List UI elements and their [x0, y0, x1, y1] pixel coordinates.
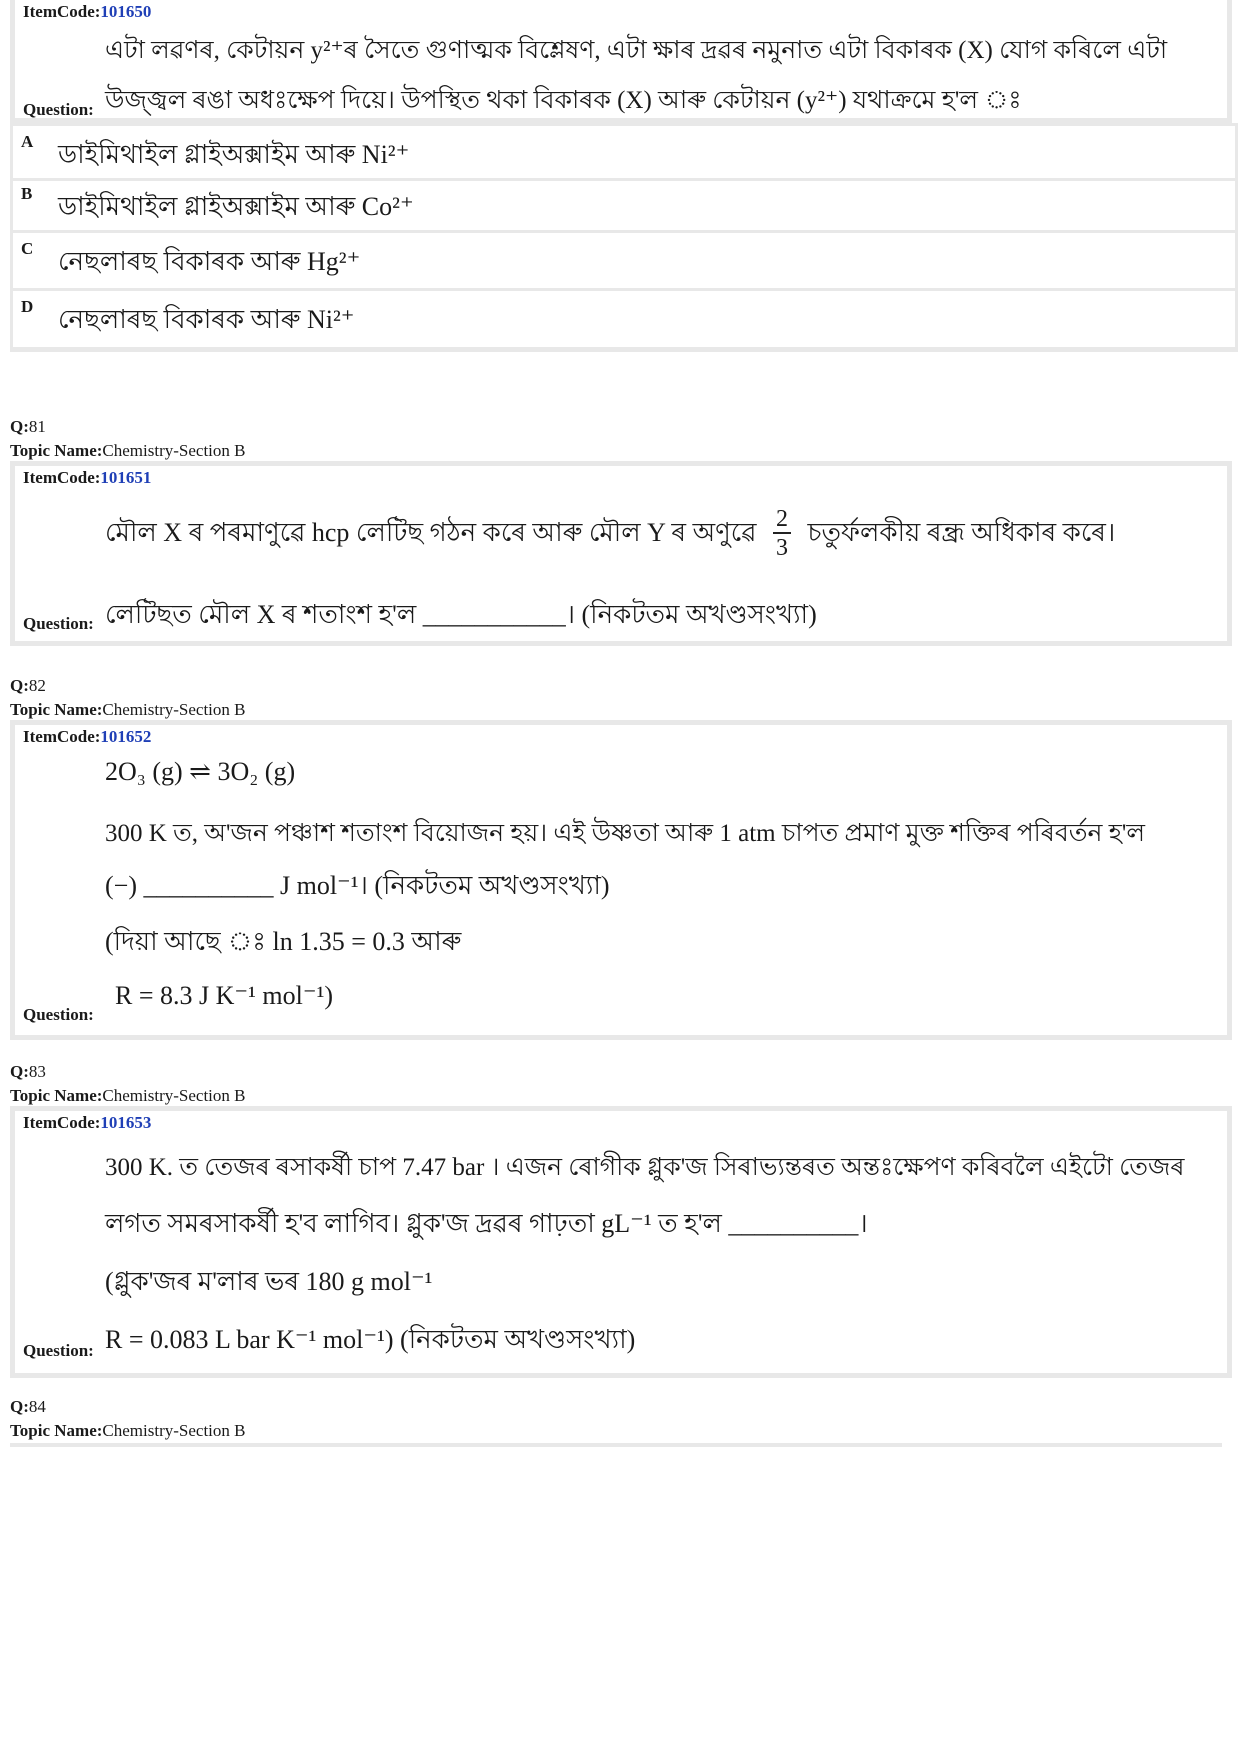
question-text-line-4: R = 8.3 J K⁻¹ mol⁻¹): [115, 981, 334, 1010]
q-number: 81: [28, 417, 46, 436]
question-text-line-1: 300 K ত, অ'জন পঞ্চাশ শতাংশ বিয়োজন হয়। এই উষ্ণতা আৰু 1 atm চাপত প্ৰমাণ মুক্ত শক্তিৰ পৰিবৰ্তন হ'ল: [105, 820, 1145, 847]
question-meta-82: [10, 674, 245, 722]
item-code-line: [23, 1113, 151, 1133]
q-number: 83: [28, 1062, 46, 1081]
q-label: Q:: [10, 1397, 29, 1416]
question-text-line-2: উজ্জ্বল ৰঙা অধঃক্ষেপ দিয়ে। উপস্থিত থকা বিকাৰক (X) আৰু কেটায়ন (y²⁺) যথাক্ৰমে হ'ল ঃ: [105, 87, 1022, 114]
question-card-101651: [10, 461, 1232, 646]
option-text: নেছলাৰছ বিকাৰক আৰু Hg²⁺: [58, 247, 361, 276]
question-text-line-3: (গ্লুক'জৰ ম'লাৰ ভৰ 180 g mol⁻¹: [105, 1267, 433, 1296]
option-letter: B: [21, 184, 33, 203]
fraction-denominator: 3: [775, 535, 788, 561]
fraction: [773, 506, 791, 562]
option-row-c[interactable]: [10, 233, 1238, 291]
item-code-label: ItemCode:: [23, 727, 101, 746]
topic-name: Chemistry-Section B: [102, 1086, 246, 1105]
topic-name: Chemistry-Section B: [102, 1421, 246, 1440]
option-letter: C: [21, 239, 34, 258]
section-divider: [10, 1443, 1222, 1447]
item-code-value: 101650: [100, 2, 152, 21]
question-label: Question:: [23, 1005, 94, 1024]
question-meta-81: [10, 415, 245, 463]
question-card-101652: [10, 720, 1232, 1040]
option-row-a[interactable]: [10, 123, 1238, 181]
topic-label: Topic Name:: [10, 1421, 103, 1440]
topic-name: Chemistry-Section B: [102, 700, 246, 719]
question-meta-84: [10, 1395, 245, 1443]
q-label: Q:: [10, 676, 29, 695]
line-part-a: মৌল X ৰ পৰমাণুৱে hcp লেটিছ গঠন কৰে আৰু মৌল Y ৰ অণুৱে: [105, 518, 757, 547]
question-card-101653: [10, 1106, 1232, 1378]
q-number: 82: [28, 676, 46, 695]
topic-name: Chemistry-Section B: [102, 441, 246, 460]
option-row-d[interactable]: [10, 291, 1238, 352]
question-text-line-1: এটা লৱণৰ, কেটায়ন y²⁺ৰ সৈতে গুণাত্মক বিশ্লেষণ, এটা ক্ষাৰ দ্ৰৱৰ নমুনাত এটা বিকাৰক (X) যোগ কৰিলে এটা: [105, 37, 1168, 64]
item-code-line: [23, 727, 151, 747]
q-label: Q:: [10, 1062, 29, 1081]
item-code-value: 101652: [100, 727, 152, 746]
item-code-label: ItemCode:: [23, 468, 101, 487]
item-code-value: 101653: [100, 1113, 152, 1132]
option-letter: A: [21, 132, 34, 151]
question-text-line-2: লেটিছত মৌল X ৰ শতাংশ হ'ল ___________। (নিকটতম অখণ্ডসংখ্যা): [105, 600, 817, 629]
question-text-line-1: 300 K. ত তেজৰ ৰসাকৰ্ষী চাপ 7.47 bar । এজন ৰোগীক গ্লুক'জ সিৰাভ্যন্তৰত অন্তঃক্ষেপণ কৰিবলৈ এইটো তেজৰ: [105, 1154, 1185, 1181]
item-code-line: [23, 2, 151, 22]
question-text-line-2: (−) __________ J mol⁻¹। (নিকটতম অখণ্ডসংখ্যা): [105, 871, 610, 900]
option-text: নেছলাৰছ বিকাৰক আৰু Ni²⁺: [58, 305, 355, 334]
question-text-line-4: R = 0.083 L bar K⁻¹ mol⁻¹) (নিকটতম অখণ্ডসংখ্যা): [105, 1325, 636, 1354]
topic-label: Topic Name:: [10, 441, 103, 460]
option-letter: D: [21, 297, 34, 316]
item-code-line: [23, 468, 151, 488]
question-text-line-2: লগত সমৰসাকৰ্ষী হ'ব লাগিব। গ্লুক'জ দ্ৰৱৰ গাঢ়তা gL⁻¹ ত হ'ল __________।: [105, 1209, 868, 1238]
question-card-101650: [10, 0, 1232, 123]
option-text: ডাইমিথাইল গ্লাইঅক্সাইম আৰু Co²⁺: [58, 192, 414, 221]
item-code-label: ItemCode:: [23, 1113, 101, 1132]
question-label: Question:: [23, 1341, 94, 1360]
question-meta-83: [10, 1060, 245, 1108]
option-text: ডাইমিথাইল গ্লাইঅক্সাইম আৰু Ni²⁺: [58, 140, 410, 169]
question-text-line-3: (দিয়া আছে ঃ ln 1.35 = 0.3 আৰু: [105, 927, 462, 956]
question-label: Question:: [23, 614, 94, 633]
line-part-b: চতুৰ্ফলকীয় ৰন্ধ্ৰ অধিকাৰ কৰে।: [807, 518, 1116, 547]
topic-label: Topic Name:: [10, 1086, 103, 1105]
q-number: 84: [28, 1397, 46, 1416]
question-label: Question:: [23, 100, 94, 119]
question-text-line-1: [105, 506, 1115, 562]
fraction-numerator: 2: [773, 506, 791, 534]
topic-label: Topic Name:: [10, 700, 103, 719]
option-row-b[interactable]: [10, 178, 1238, 233]
item-code-label: ItemCode:: [23, 2, 101, 21]
item-code-value: 101651: [100, 468, 152, 487]
reaction-equation: 2O₃ (g) ⇌ 3O₂ (g): [105, 757, 296, 786]
q-label: Q:: [10, 417, 29, 436]
